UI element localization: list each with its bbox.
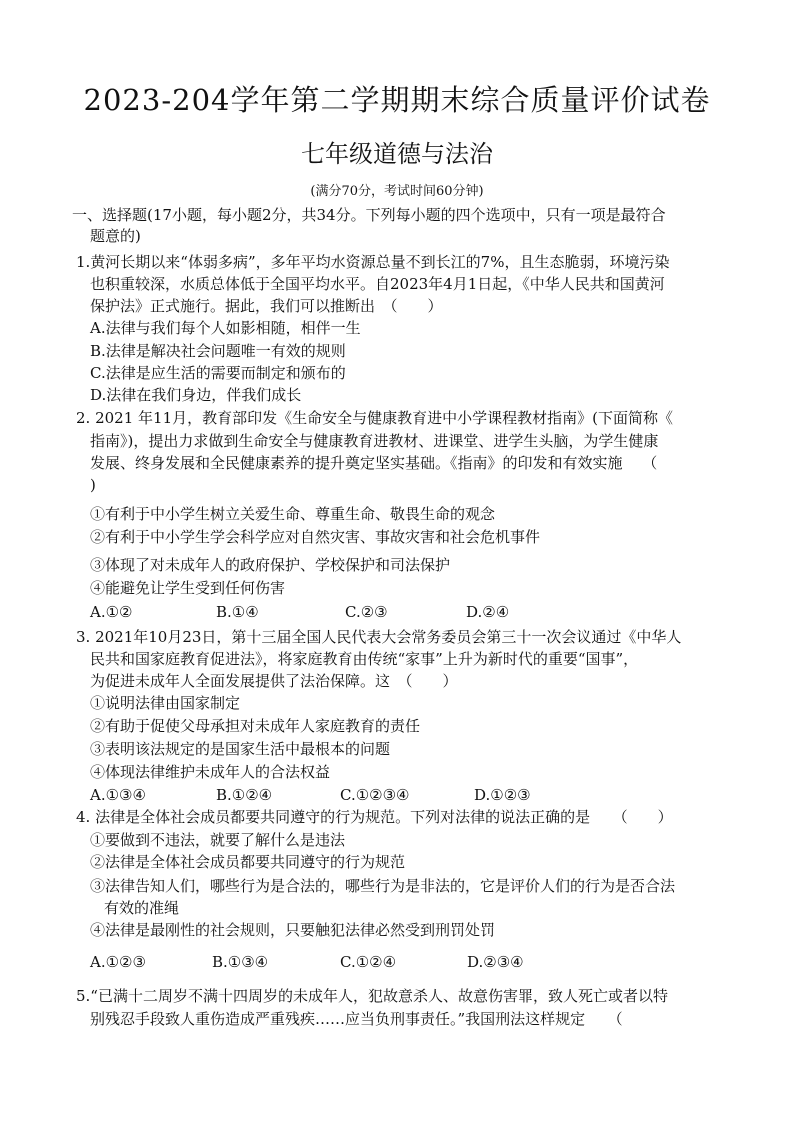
- q1-option-d: D.法律在我们身边，伴我们成长: [90, 386, 302, 404]
- q3-choice-a: A.①③④: [90, 786, 146, 804]
- section-heading-line-1: 一、选择题(17小题，每小题2分，共34分。下列每小题的四个选项中，只有一项是最符合: [72, 206, 666, 224]
- q3-stem-line-2: 民共和国家庭教育促进法》，将家庭教育由传统“家事”上升为新时代的重要“国事”，: [90, 650, 639, 668]
- q1-option-b: B.法律是解决社会问题唯一有效的规则: [90, 342, 346, 360]
- q2-choices: [90, 602, 710, 622]
- q2-choice-a: A.①②: [90, 603, 133, 621]
- q3-statement-1: ①说明法律由国家制定: [90, 694, 241, 712]
- q5-stem-line-2: 别残忍手段致人重伤造成严重残疾……应当负刑事责任。”我国刑法这样规定 （: [90, 1010, 623, 1028]
- exam-note: (满分70分，考试时间60分钟): [310, 184, 484, 199]
- q4-stem-line-1: 4. 法律是全体社会成员都要共同遵守的行为规范。下列对法律的说法正确的是 （ ）: [76, 808, 673, 826]
- q4-statement-4: ④法律是最刚性的社会规则，只要触犯法律必然受到刑罚处罚: [90, 921, 496, 939]
- q4-choice-c: C.①②④: [340, 953, 397, 971]
- q1-option-a: A.法律与我们每个人如影相随，相伴一生: [90, 319, 361, 337]
- q3-stem-line-3: 为促进未成年人全面发展提供了法治保障。这 （ ）: [90, 672, 458, 690]
- q3-choice-d: D.①②③: [474, 786, 531, 804]
- section-heading-line-2: 题意的): [90, 227, 141, 245]
- q2-stem-line-4: ): [90, 476, 96, 494]
- q2-choice-c: C.②③: [345, 603, 388, 621]
- q3-statement-3: ③表明该法规定的是国家生活中最根本的问题: [90, 740, 391, 758]
- q3-choice-c: C.①②③④: [340, 786, 410, 804]
- q2-choice-d: D.②④: [466, 603, 510, 621]
- q4-statement-2: ②法律是全体社会成员都要共同遵守的行为规范: [90, 853, 406, 871]
- q1-option-c: C.法律是应生活的需要而制定和颁布的: [90, 364, 346, 382]
- q1-stem-line-1: 1.黄河长期以来“体弱多病”，多年平均水资源总量不到长江的7%，且生态脆弱，环境污染: [76, 253, 670, 271]
- q4-statement-3-line-1: ③法律告知人们，哪些行为是合法的，哪些行为是非法的，它是评价人们的行为是否合法: [90, 877, 676, 895]
- q4-choices: [90, 952, 710, 972]
- q3-choices: [90, 785, 710, 805]
- q2-statement-1: ①有利于中小学生树立关爱生命、尊重生命、敬畏生命的观念: [90, 505, 496, 523]
- q2-statement-2: ②有利于中小学生学会科学应对自然灾害、事故灾害和社会危机事件: [90, 528, 541, 546]
- q3-stem-line-1: 3. 2021年10月23日，第十三届全国人民代表大会常务委员会第三十一次会议通过《中华人: [76, 628, 682, 646]
- q3-choice-b: B.①②④: [216, 786, 273, 804]
- q4-choice-a: A.①②③: [90, 953, 146, 971]
- q3-statement-4: ④体现法律维护未成年人的合法权益: [90, 763, 331, 781]
- q4-statement-1: ①要做到不违法，就要了解什么是违法: [90, 831, 346, 849]
- q4-choice-d: D.②③④: [467, 953, 524, 971]
- q3-statement-2: ②有助于促使父母承担对未成年人家庭教育的责任: [90, 717, 421, 735]
- exam-subject: 七年级道德与法治: [301, 140, 493, 168]
- q4-choice-b: B.①③④: [212, 953, 269, 971]
- q2-statement-4: ④能避免让学生受到任何伤害: [90, 579, 286, 597]
- q2-stem-line-2: 指南》)，提出力求做到生命安全与健康教育进教材、进课堂、进学生头脑，为学生健康: [90, 432, 659, 450]
- q2-statement-3: ③体现了对未成年人的政府保护、学校保护和司法保护: [90, 556, 451, 574]
- q1-stem-line-3: 保护法》正式施行。据此，我们可以推断出 （ ）: [90, 297, 443, 315]
- q1-stem-line-2: 也积重较深，水质总体低于全国平均水平。自2023年4月1日起，《中华人民共和国黄河: [90, 275, 665, 293]
- q2-stem-line-3: 发展、终身发展和全民健康素养的提升奠定坚实基础。《指南》的印发和有效实施 （: [90, 454, 658, 472]
- q4-statement-3-line-2: 有效的准绳: [104, 899, 180, 917]
- q2-stem-line-1: 2. 2021 年11月，教育部印发《生命安全与健康教育进中小学课程教材指南》(下面简称《: [76, 409, 673, 427]
- q5-stem-line-1: 5.“已满十二周岁不满十四周岁的未成年人，犯故意杀人、故意伤害罪，致人死亡或者以特: [76, 987, 668, 1005]
- exam-title: 2023-204学年第二学期期末综合质量评价试卷: [83, 83, 711, 117]
- q2-choice-b: B.①④: [216, 603, 259, 621]
